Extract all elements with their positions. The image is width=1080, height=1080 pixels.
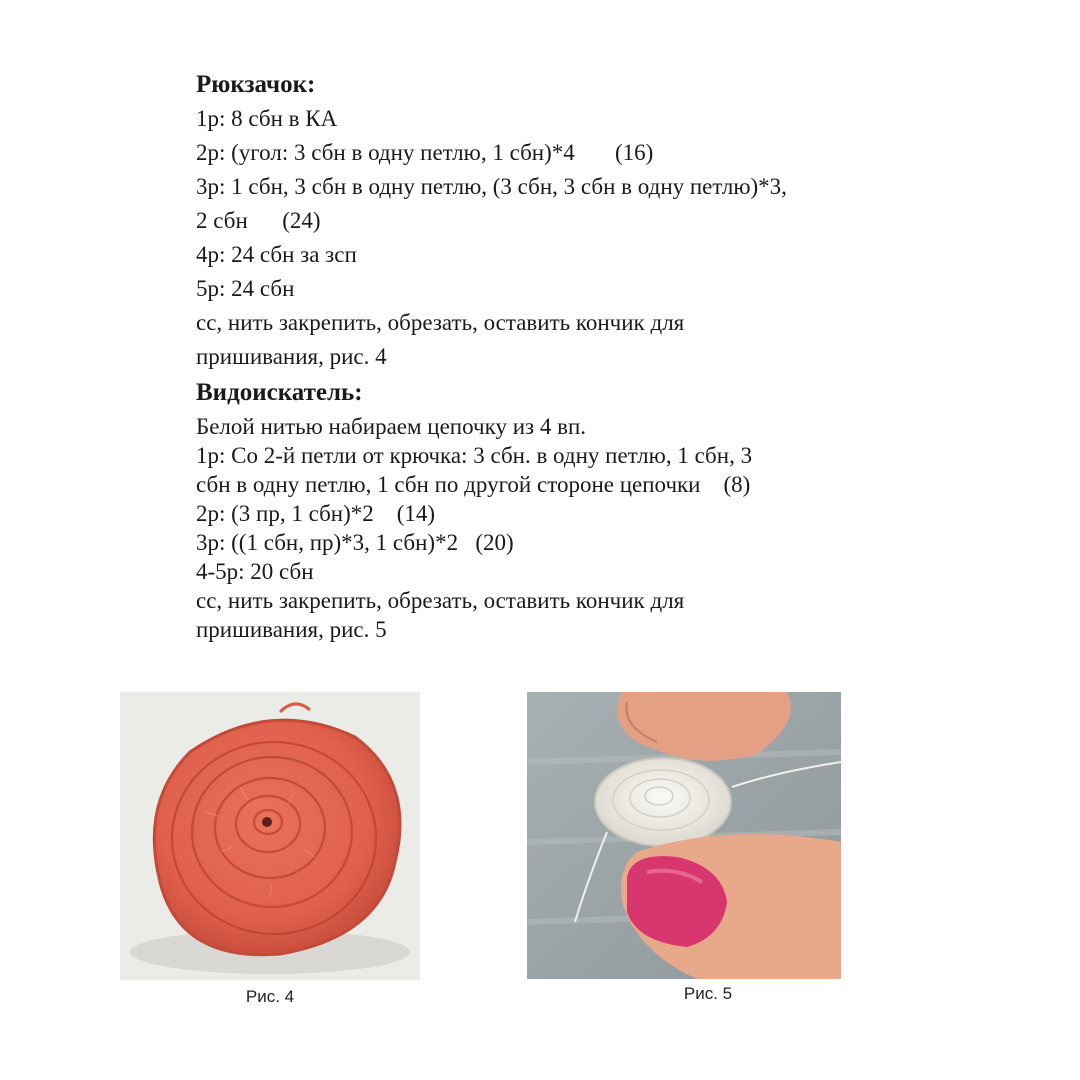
pattern-row: 3р: 1 сбн, 3 сбн в одну петлю, (3 сбн, 3 сбн в одну петлю)*3,: [196, 174, 787, 199]
section-viewfinder: [196, 376, 896, 644]
pattern-text: [196, 68, 896, 644]
pattern-row: сс, нить закрепить, обрезать, оставить кончик для: [196, 588, 685, 613]
figure-4-photo: [120, 692, 420, 980]
pattern-row: 2р: (3 пр, 1 сбн)*2 (14): [196, 501, 436, 526]
pattern-row: 1р: Со 2-й петли от крючка: 3 сбн. в одну петлю, 1 сбн, 3: [196, 443, 753, 468]
section-title-backpack: Рюкзачок:: [196, 71, 316, 98]
pattern-row: пришивания, рис. 5: [196, 617, 387, 642]
figure-5-photo: [527, 692, 841, 979]
pattern-row: 2 сбн (24): [196, 208, 321, 233]
pattern-row: 4р: 24 сбн за зсп: [196, 242, 357, 267]
pattern-row: пришивания, рис. 4: [196, 344, 387, 369]
pattern-row: 1р: 8 сбн в КА: [196, 106, 338, 131]
pattern-row: 4-5р: 20 сбн: [196, 559, 314, 584]
pattern-row: 2р: (угол: 3 сбн в одну петлю, 1 сбн)*4 (16): [196, 140, 654, 165]
pattern-row: сбн в одну петлю, 1 сбн по другой стороне цепочки (8): [196, 472, 751, 497]
pattern-row: 5р: 24 сбн: [196, 276, 295, 301]
section-backpack: [196, 68, 896, 374]
pattern-row: Белой нитью набираем цепочку из 4 вп.: [196, 414, 587, 439]
section-title-viewfinder: Видоискатель:: [196, 379, 363, 406]
pattern-row: сс, нить закрепить, обрезать, оставить кончик для: [196, 310, 685, 335]
figure-5-caption: Рис. 5: [683, 984, 733, 1003]
pattern-row: 3р: ((1 сбн, пр)*3, 1 сбн)*2 (20): [196, 530, 514, 555]
figure-4-caption: Рис. 4: [245, 987, 295, 1006]
